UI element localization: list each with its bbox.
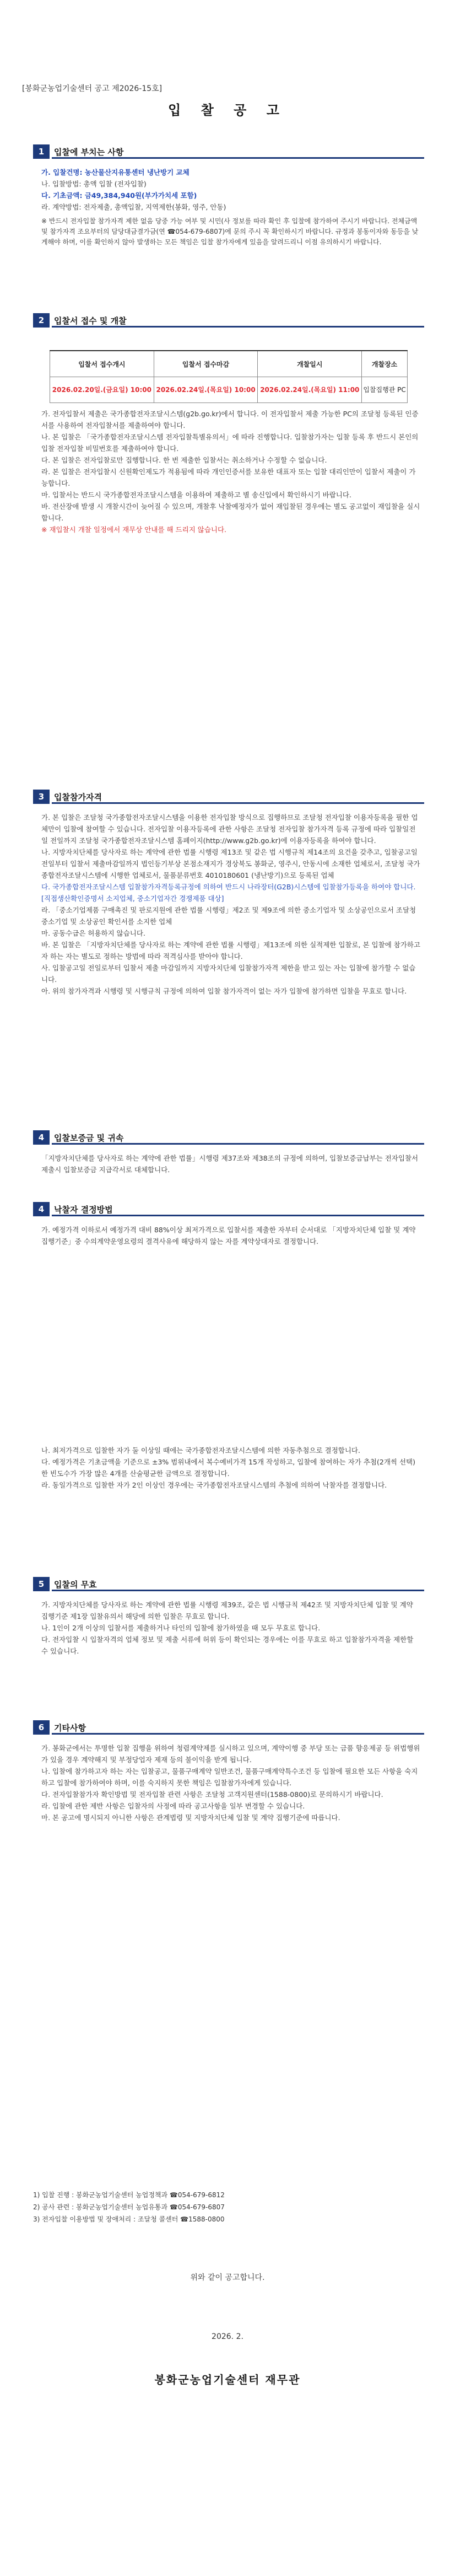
column-header: 개찰장소 bbox=[362, 351, 408, 377]
item-method: 나. 입찰방법: 총액 입찰 (전자입찰) bbox=[41, 180, 147, 188]
section-number: 3 bbox=[33, 790, 50, 804]
list-item: 나. 1인이 2개 이상의 입찰서를 제출하거나 타인의 입찰에 참가하였을 때 모두 무효로 합니다. bbox=[41, 1624, 321, 1632]
section-label: 입찰참가자격 bbox=[54, 792, 102, 802]
table-cell: 2026.02.24일.(목요일) 11:00 bbox=[258, 377, 362, 403]
contact-item: 3) 전자입찰 이용방법 및 장애처리 : 조달청 콜센터 ☎1588-0800 bbox=[33, 2215, 225, 2223]
closing-text: 위와 같이 공고합니다. bbox=[190, 2273, 265, 2282]
notice-number: [봉화군농업기술센터 공고 제2026-15호] bbox=[22, 84, 162, 93]
section-label: 낙찰자 결정방법 bbox=[54, 1205, 113, 1215]
page-title: 입 찰 공 고 bbox=[168, 103, 287, 118]
section-label: 입찰서 접수 및 개찰 bbox=[54, 316, 127, 326]
column-header: 입찰서 접수개시 bbox=[50, 351, 154, 377]
section-1-body bbox=[41, 167, 421, 248]
section-number: 2 bbox=[33, 313, 50, 328]
section-1-note: ※ 반드시 전자입찰 참가자격 제한 없음 당중 가능 여부 및 시민(사 정보를 따라 확인 후 입찰에 참가하여 주시기 바랍니다. 전체금액 및 참가자격 조요부터의 담당대금결가금(연 ☎054-679-6807)에 문의 주시 꼭 확인하시기 바랍니다. 규정과 봉동이자와 동등을 낮게해야 하며, 이를 확인하지 않아 발생하는 모든 책임은 입찰 참가자에게 있음을 알려드리니 이점 유의하시기 바랍니다. bbox=[41, 217, 419, 246]
list-item: 가. 본 입찰은 조달청 국가종합전자조달시스템을 이용한 전자입찰 방식으로 집행하므로 조달청 전자입찰 이용자등록을 필한 업체만이 입찰에 참여할 수 있습니다. 전자입찰 이용자등록에 관한 사항은 조달청 전자입찰 참가자격 등록 규정에 따라 입찰일전일 전일까지 조달청 국가종합전자조달시스템 홈페이지(http://www.g2b.go.kr)에 이용자등록을 하여야 합니다. bbox=[41, 813, 418, 845]
section-6-header bbox=[33, 1720, 424, 1735]
section-award-header bbox=[33, 1202, 424, 1216]
contact-item: 2) 공사 관련 : 봉화군농업기술센터 농업유통과 ☎054-679-6807 bbox=[33, 2203, 225, 2211]
column-header: 입찰서 접수마감 bbox=[154, 351, 258, 377]
list-item: 나. 최저가격으로 입찰한 자가 둘 이상일 때에는 국가종합전자조달시스템에 의한 자동추첨으로 결정합니다. bbox=[41, 1446, 360, 1455]
list-item: 다. 국가종합전자조달시스템 입찰참가자격등록규정에 의하여 반드시 나라장터(G2B)시스템에 입찰참가등록을 하여야 합니다. [직접생산확인증명서 소지업체, 중소기업자간 경쟁제품 대상] bbox=[41, 883, 416, 903]
list-item: 다. 예정가격은 기초금액을 기준으로 ±3% 범위내에서 복수예비가격 15개 작성하고, 입찰에 참여하는 자가 추첨(2개씩 선택)한 빈도수가 가장 많은 4개를 산술평균한 금액으로 결정합니다. bbox=[41, 1458, 415, 1478]
list-item: 나. 본 입찰은 「국가종합전자조달시스템 전자입찰특별유의서」에 따라 진행합니다. 입찰참가자는 입찰 등록 후 반드시 본인의 입찰 전자입찰 비밀번호를 제출하여야 합니다. bbox=[41, 433, 419, 453]
section-award-body-2 bbox=[41, 1445, 421, 1491]
section-label: 입찰에 부치는 사항 bbox=[54, 147, 124, 157]
list-item: 다. 본 입찰은 전자입찰로만 집행합니다. 한 번 제출한 입찰서는 취소하거나 수정할 수 없습니다. bbox=[41, 456, 327, 464]
list-item: 가. 지방자치단체를 당사자로 하는 계약에 관한 법률 시행령 제39조, 같은 법 시행규칙 제42조 및 지방자치단체 입찰 및 계약 집행기준 제1장 입찰유의서 해당에 의한 입찰은 무효로 합니다. bbox=[41, 1601, 413, 1620]
item-contract-method: 라. 계약방법: 전자제출, 총액입찰, 지역제한(봉화, 영주, 안동) bbox=[41, 203, 226, 211]
section-number: 1 bbox=[33, 144, 50, 159]
section-1-header bbox=[33, 144, 424, 159]
list-item: 다. 전자입찰 시 입찰자격의 업체 정보 및 제출 서류에 허위 등이 확인되는 경우에는 이를 무효로 하고 입찰참가자격을 제한할 수 있습니다. bbox=[41, 1635, 414, 1655]
section-2-body bbox=[41, 408, 421, 535]
section-number: 6 bbox=[33, 1720, 50, 1735]
list-item: 다. 전자입찰참가자 확인방법 및 전자입찰 관련 사항은 조달청 고객지원센터(1588-0800)로 문의하시기 바랍니다. bbox=[41, 1790, 383, 1799]
section-number: 4 bbox=[33, 1202, 50, 1216]
section-3-header bbox=[33, 790, 424, 804]
item-base-amount: 다. 기초금액: 금49,384,940원(부가가치세 포함) bbox=[41, 191, 197, 200]
section-5-header bbox=[33, 1577, 424, 1591]
notice-date: 2026. 2. bbox=[212, 2332, 243, 2341]
list-item: 가. 봉화군에서는 투명한 입찰 집행을 위하여 청렴계약제를 실시하고 있으며, 계약이행 중 부당 또는 금품 향응제공 등 위법행위가 있을 경우 계약해지 및 부정당업자 제재 등의 불이익을 받게 됩니다. bbox=[41, 1744, 420, 1764]
column-header: 개찰일시 bbox=[258, 351, 362, 377]
section-label: 입찰보증금 및 귀속 bbox=[54, 1133, 124, 1143]
section-label: 기타사항 bbox=[54, 1723, 86, 1733]
contact-list bbox=[33, 2189, 424, 2225]
list-item: 마. 본 공고에 명시되지 아니한 사항은 관계법령 및 지방자치단체 입찰 및 계약 집행기준에 따릅니다. bbox=[41, 1813, 340, 1822]
list-item: 라. 입찰에 관한 제반 사항은 입찰자의 사정에 따라 공고사항을 일부 변경할 수 있습니다. bbox=[41, 1802, 305, 1810]
section-2-header bbox=[33, 313, 424, 328]
schedule-table bbox=[50, 350, 408, 403]
item-name: 가. 입찰건명: 농산물산지유통센터 냉난방기 교체 bbox=[41, 168, 189, 176]
section-award-body bbox=[41, 1224, 421, 1247]
section-label: 입찰의 무효 bbox=[54, 1580, 97, 1590]
list-item: 라. 본 입찰은 전자입찰시 신원확인제도가 적용됨에 따라 개인인증서를 보유한 대표자 또는 입찰 대리인만이 입찰서 제출이 가능합니다. bbox=[41, 468, 416, 487]
list-item: 바. 본 입찰은 「지방자치단체를 당사자로 하는 계약에 관한 법률 시행령」제13조에 의한 실적제한 입찰로, 본 입찰에 참가하고자 하는 자는 별도로 정하는 방법에 따라 적격심사를 받아야 합니다. bbox=[41, 941, 421, 960]
list-item: 나. 입찰에 참가하고자 하는 자는 입찰공고, 물품구매계약 일반조건, 물품구매계약특수조건 등 입찰에 필요한 모든 사항을 숙지하고 입찰에 참가하여야 하며, 이를 숙지하지 못한 책임은 입찰참가자에게 있습니다. bbox=[41, 1767, 418, 1787]
contact-item: 1) 입찰 진행 : 봉화군농업기술센터 농업정책과 ☎054-679-6812 bbox=[33, 2191, 225, 2199]
section-number: 4 bbox=[33, 1130, 50, 1145]
list-item: 가. 예정가격 이하로서 예정가격 대비 88%이상 최저가격으로 입찰서를 제출한 자부터 순서대로 「지방자치단체 입찰 및 계약 집행기준」중 수의계약운영요령의 결격사유에 해당하지 않는 자를 계약상대자로 결정합니다. bbox=[41, 1226, 416, 1246]
list-item: 바. 전산장애 발생 시 개찰시간이 늦어질 수 있으며, 개찰후 낙찰예정자가 없어 재입찰된 경우에는 별도 공고없이 재입찰을 실시합니다. bbox=[41, 502, 420, 522]
list-item: 마. 공동수급은 허용하지 않습니다. bbox=[41, 929, 145, 937]
section-6-body bbox=[41, 1742, 421, 1823]
list-item: 마. 입찰서는 반드시 국가종합전자조달시스템을 이용하여 제출하고 별 송신입에서 확인하시기 바랍니다. bbox=[41, 491, 351, 499]
issuing-organization: 봉화군농업기술센터 재무관 bbox=[154, 2373, 301, 2386]
list-item: 라. 「중소기업제품 구매촉진 및 판로지원에 관한 법률 시행령」제2조 및 제9조에 의한 중소기업자 및 소상공인으로서 조달청 중소기업 및 소상공인 확인서를 소지한 업체 bbox=[41, 906, 416, 926]
section-number: 5 bbox=[33, 1577, 50, 1591]
list-item: 나. 지방자치단체를 당사자로 하는 계약에 관한 법률 시행령 제13조 및 같은 법 시행규칙 제14조의 요건을 갖추고, 입찰공고일 전일부터 입찰서 제출마감일까지 법인등기부상 본점소재지가 경상북도 봉화군, 영주시, 안동시에 소재한 업체로서, 조달청 국가종합전자조달시스템에 시행한 업체로서, 물품분류번호 4010180601 (냉난방기)으로 등록된 업체 bbox=[41, 848, 420, 879]
table-row bbox=[50, 377, 408, 403]
table-cell: 2026.02.24일.(목요일) 10:00 bbox=[154, 377, 258, 403]
list-item: 가. 전자입찰서 제출은 국가종합전자조달시스템(g2b.go.kr)에서 합니다. 이 전자입찰서 제출 가능한 PC의 조달청 등록된 인증서를 사용하여 전자입찰서를 제출하여야 합니다. bbox=[41, 410, 419, 430]
list-item: 「지방자치단체를 당사자로 하는 계약에 관한 법률」시행령 제37조와 제38조의 규정에 의하여, 입찰보증금납부는 전자입찰서 제출시 입찰보증금 지급각서로 대체합니다. bbox=[41, 1154, 419, 1174]
list-item: 사. 입찰공고일 전일로부터 입찰서 제출 마감일까지 지방자치단체 입찰참가자격 제한을 받고 있는 자는 입찰에 참가할 수 없습니다. bbox=[41, 964, 416, 984]
list-item: 아. 위의 참가자격과 시행령 및 시행규칙 규정에 의하여 입찰 참가자격이 없는 자가 입찰에 참가하면 입찰을 무효로 합니다. bbox=[41, 987, 407, 995]
list-item: 라. 동일가격으로 입찰한 자가 2인 이상인 경우에는 국가종합전자조달시스템의 추첨에 의하여 낙찰자를 결정합니다. bbox=[41, 1481, 387, 1489]
section-3-body bbox=[41, 812, 421, 997]
table-cell: 입찰집행관 PC bbox=[362, 377, 408, 403]
section-4-body bbox=[41, 1152, 421, 1176]
table-header-row bbox=[50, 351, 408, 377]
section-4-header bbox=[33, 1130, 424, 1145]
table-cell: 2026.02.20일.(금요일) 10:00 bbox=[50, 377, 154, 403]
section-5-body bbox=[41, 1599, 421, 1657]
warning-note: ※ 재입찰시 개찰 일정에서 재무상 안내를 해 드리지 않습니다. bbox=[41, 525, 227, 534]
